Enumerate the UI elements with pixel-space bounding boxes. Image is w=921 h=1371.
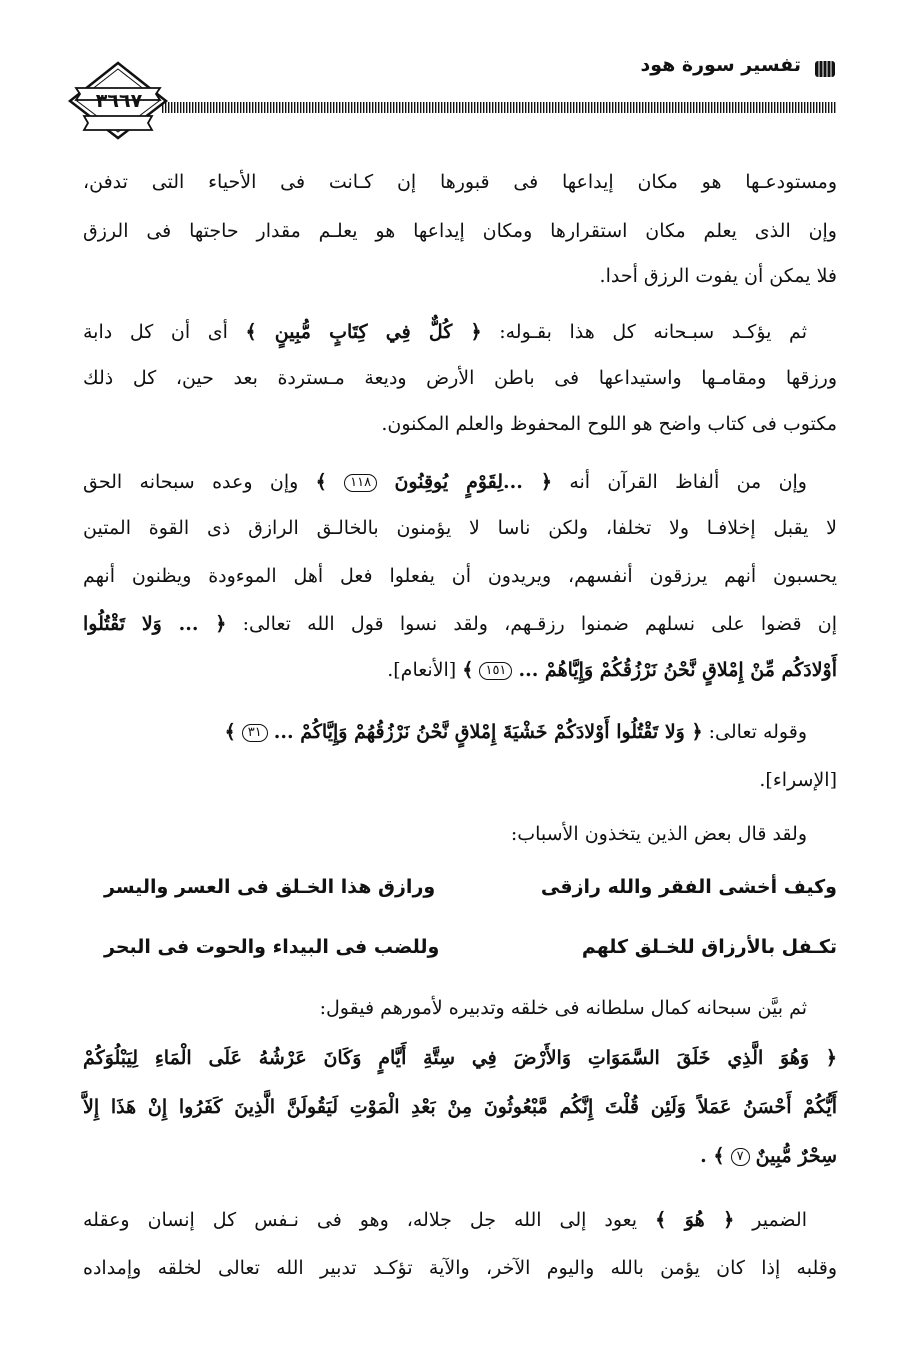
text-segment: إن قضوا على نسلهم ضمنوا رزقـهم، ولقد نسوا قول الله تعالى: xyxy=(242,613,838,635)
text-line: ثم بيَّن سبحانه كمال سلطانه فى خلقه وتدبيره لأمورهم فيقول: xyxy=(319,997,807,1019)
poem-hemistich-right: تكـفل بالأرزاق للخـلق كلهم xyxy=(581,936,837,958)
text-line: وإن الذى يعلم مكان استقرارها ومكان إيداعها هو يعلـم مقدار حاجتها فى الرزق xyxy=(83,220,837,242)
verse-number: ١١٨ xyxy=(344,474,377,492)
text-line xyxy=(83,718,837,746)
surah-reference: [الأنعام]. xyxy=(387,659,457,681)
text-line xyxy=(83,468,837,496)
text-line xyxy=(83,610,837,638)
quran-verse-line: ﴿ وَهُوَ الَّذِي خَلَقَ السَّمَوَاتِ وَالأَرْضَ فِي سِتَّةِ أَيَّامٍ وَكَانَ عَرْشُهُ عَلَى الْمَاءِ لِيَبْلُوَكُمْ xyxy=(83,1047,837,1069)
quran-verse: ﴿ ...لِقَوْمٍ يُوقِنُونَ xyxy=(394,471,552,493)
text-line: ورزقها ومقامـها واستيداعها فى باطن الأرض وديعة مـستردة بعد حين، كل ذلك xyxy=(83,367,837,389)
text-segment: ثم يؤكـد سبـحانه كل هذا بقـوله: xyxy=(499,321,807,343)
text-segment: وقوله تعالى: xyxy=(708,721,807,743)
quran-verse: ﴿ كُلٌّ فِي كِتَابٍ مُّبِينٍ ﴾ xyxy=(245,321,482,343)
text-line: لا يقبل إخلافـا ولا تخلفا، ولكن ناسا لا يؤمنون بالخالـق الرازق ذى القوة المتين xyxy=(83,517,837,539)
verse-bracket: ﴾ xyxy=(224,721,236,743)
text-line: ومستودعـها هو مكان إيداعها فى قبورها إن كـانت فى الأحياء التى تدفن، xyxy=(83,171,837,193)
text-segment: وإن وعده سبحانه الحق xyxy=(83,471,299,493)
quran-verse: ﴿ هُوَ ﴾ xyxy=(655,1209,735,1231)
quran-verse: أَوْلادَكُم مِّنْ إِمْلاقٍ نَّحْنُ نَرْزُقُكُمْ وَإِيَّاهُمْ ... xyxy=(518,659,837,681)
verse-number: ١٥١ xyxy=(479,662,512,680)
text-line: [الإسراء]. xyxy=(759,769,837,791)
header-ornament-icon xyxy=(813,58,837,80)
text-segment: الضمير xyxy=(752,1209,807,1231)
page-number: ٣٦٦٧ xyxy=(95,90,143,112)
verse-bracket: ﴾ xyxy=(315,471,327,493)
verse-number: ٣١ xyxy=(242,724,268,742)
quran-verse-line xyxy=(83,1142,837,1170)
quran-verse: سِحْرٌ مُّبِينٌ xyxy=(755,1145,837,1167)
verse-bracket: ﴾ . xyxy=(700,1145,725,1167)
text-line: ولقد قال بعض الذين يتخذون الأسباب: xyxy=(510,823,807,845)
text-line: يحسبون أنهم يرزقون أنفسهم، ويريدون أن يفعلوا فعل أهل الموءودة ويظنون أنهم xyxy=(83,565,837,587)
text-segment: وإن من ألفاظ القرآن أنه xyxy=(569,471,807,493)
text-segment: يعود إلى الله جل جلاله، وهو فى نـفس كل إنسان وعقله xyxy=(83,1209,638,1231)
quran-verse: ﴿ ... وَلا تَقْتُلُوا xyxy=(83,613,227,635)
running-title: تفسير سورة هود xyxy=(640,54,801,76)
verse-number: ٧ xyxy=(731,1148,750,1166)
poem-hemistich-right: وكيف أخشى الفقر والله رازقى xyxy=(540,876,837,898)
quran-verse: ﴿ وَلا تَقْتُلُوا أَوْلادَكُمْ خَشْيَةَ إِمْلاقٍ نَّحْنُ نَرْزُقُهُمْ وَإِيَّاكُمْ ... xyxy=(273,721,703,743)
text-line: مكتوب فى كتاب واضح هو اللوح المحفوظ والعلم المكنون. xyxy=(381,413,837,435)
text-line xyxy=(83,656,837,684)
verse-bracket: ﴾ xyxy=(462,659,474,681)
text-line xyxy=(83,318,837,346)
quran-verse-line: أَيُّكُمْ أَحْسَنُ عَمَلاً وَلَئِن قُلْتَ إِنَّكُم مَّبْعُوثُونَ مِنْ بَعْدِ الْمَوْتِ لَيَقُولَنَّ الَّذِينَ كَفَرُوا إِنْ هَذَا إِلاَّ xyxy=(83,1096,837,1118)
text-line xyxy=(83,1206,837,1234)
text-line: فلا يمكن أن يفوت الرزق أحدا. xyxy=(599,265,837,287)
text-line: وقلبه إذا كان يؤمن بالله واليوم الآخر، والآية تؤكـد تدبير الله تعالى لخلقه وإمداده xyxy=(83,1257,837,1279)
poem-hemistich-left: وللضب فى البيداء والحوت فى البحر xyxy=(104,936,440,958)
header-rule xyxy=(162,100,836,115)
text-segment: أى أن كل دابة xyxy=(83,321,228,343)
poem-hemistich-left: ورازق هذا الخـلق فى العسر واليسر xyxy=(104,876,436,898)
